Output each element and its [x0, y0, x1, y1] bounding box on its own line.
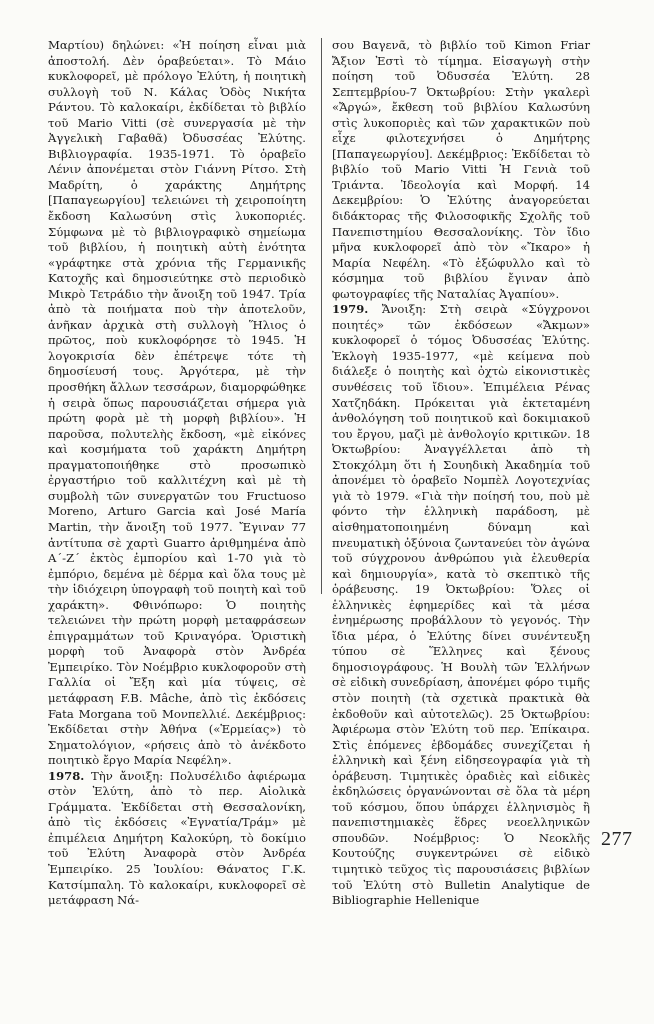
- paragraph-text: σου Βαγενᾶ, τὸ βιβλίο τοῦ Kimon Friar Ἄξιον Ἐστὶ τὸ τίμημα. Εἰσαγωγὴ στὴν ποίηση τοῦ Ὀδυσσέα Ἐλύτη. 28 Σεπτεμβρίου-7 Ὀκτωβρίου: Στὴν γκαλερὶ «Ἄργώ», ἔκθεση τοῦ βιβλίου Καλωσύνη στὶς λυκοποριὲς καὶ τῶν χαρακτικῶν ποὺ εἶχε φιλοτεχνήσει ὁ Δημήτρης [Παπαγεωργίου]. Δεκέμβριος: Ἐκδίδεται τὸ βιβλίο τοῦ Mario Vitti Ἡ Γενιὰ τοῦ Τριάντα. Ἰδεολογία καὶ Μορφή. 14 Δεκεμβρίου: Ὁ Ἐλύτης ἀναγορεύεται διδάκτορας τῆς Φιλοσοφικῆς Σχολῆς τοῦ Πανεπιστημίου Θεσσαλονίκης. Τὸν ἴδιο μῆνα κυκλοφορεῖ ἀπὸ τὸν «Ἴκαρο» ἡ Μαρία Νεφέλη. «Τὸ ἐξώφυλλο καὶ τὸ κόσμημα τοῦ βιβλίου ἔγιναν ἀπὸ φωτογραφίες τῆς Ναταλίας Ἀγαπίου».: [332, 38, 590, 301]
- right-column-text: [332, 38, 590, 302]
- year-heading: 1979.: [332, 302, 369, 317]
- entry-1978: [48, 769, 306, 909]
- column-divider: [321, 38, 322, 594]
- entry-text: Ἄνοιξη: Στὴ σειρὰ «Σύγχρονοι ποιητές» τῶν ἐκδόσεων «Ἄκμων» κυκλοφορεῖ ὁ τόμος Ὀδυσσέας Ἐλύτης. Ἐκλογὴ 1935-1977, «μὲ κείμενα ποὺ διάλεξε ὁ ποιητὴς καὶ ὀχτὼ εἰκονιστικὲς συνθέσεις τοῦ ἴδιου». Ἐπιμέλεια Ρένας Χατζηδάκη. Πρόκειται γιὰ ἐκτεταμένη ἀνθολόγηση τοῦ ποιητικοῦ καὶ δοκιμιακοῦ του ἔργου, μαζὶ μὲ ἀνθολογίο κριτικῶν. 18 Ὀκτωβρίου: Ἀναγγέλλεται ἀπὸ τὴ Στοκχόλμη ὅτι ἡ Σουηδικὴ Ἀκαδημία τοῦ ἀπονέμει τὸ ὁραβεῖο Νομπὲλ Λογοτεχνίας γιὰ τὸ 1979. «Γιὰ τὴν ποίησή του, ποὺ μὲ φόντο τὴν ἑλληνικὴ παράδοση, μὲ αἰσθηματοποιημένη δύναμη καὶ πνευματικὴ ὀξύνοια ζωντανεύει τὸν ἀγώνα τοῦ σύγχρονου ἀνθρώπου γιὰ ἐλευθερία καὶ δημιουργία», κατὰ τὸ σκεπτικὸ τῆς ὁράβευσης. 19 Ὀκτωβρίου: Ὅλες οἱ ἑλληνικὲς ἐφημερίδες καὶ τὰ μέσα ἐνημέρωσης προβάλλουν τὸ γεγονός. Τὴν ἴδια μέρα, ὁ Ἐλύτης δίνει συνέντευξη τύπου σὲ Ἕλληνες καὶ ξένους δημοσιογράφους. Ἡ Βουλὴ τῶν Ἑλλήνων σὲ εἰδικὴ συνεδρίαση, ἀπονέμει φόρο τιμῆς στὸν ποιητὴ (τὰ σχετικὰ πρακτικὰ θὰ ἐκδοθοῦν καὶ αὐτοτελῶς). 25 Ὀκτωβρίου: Ἀφιέρωμα στὸν Ἐλύτη τοῦ περ. Ἐπίκαιρα. Στὶς ἑπόμενες ἑβδομάδες συνεχίζεται ἡ ἑλληνικὴ καὶ ξένη εἰδησεογραφία γιὰ τὴ ὁράβευση. Τιμητικὲς ὁραδιὲς καὶ εἰδικὲς ἐκδηλώσεις ὀργανώνονται σὲ ὅλα τὰ μέρη τοῦ κόσμου, ὅπου ὑπάρχει ἑλληνισμὸς ἢ πανεπιστημιακὲς ἕδρες νεοελληνικῶν σπουδῶν. Νοέμβριος: Ὁ Νεοκλῆς Κουτούζης συγκεντρώνει σὲ εἰδικὸ τιμητικὸ τεῦχος τὶς παρουσιάσεις βιβλίων τοῦ Ἐλύτη στὸ Bulletin Analytique de Bibliographie Hellenique: [332, 302, 590, 908]
- entry-text: Τὴν ἄνοιξη: Πολυσέλιδο ἀφιέρωμα στὸν Ἐλύτη, ἀπὸ τὸ περ. Αἰολικὰ Γράμματα. Ἐκδίδεται στὴ Θεσσαλονίκη, ἀπὸ τὶς ἐκδόσεις «Ἐγνατία/Τράμ» μὲ ἐπιμέλεια Δημήτρη Καλοκύρη, τὸ δοκίμιο τοῦ Ἐλύτη Ἀναφορὰ στὸν Ἀνδρέα Ἐμπειρίκο. 25 Ἰουλίου: Θάνατος Γ.Κ. Κατσίμπαλη. Τὸ καλοκαίρι, κυκλοφορεῖ σὲ μετάφραση Νά-: [48, 768, 306, 908]
- paragraph-text: Μαρτίου) δηλώνει: «Ἡ ποίηση εἶναι μιὰ ἀποστολή. Δὲν ὁραβεύεται». Τὸ Μάιο κυκλοφορεῖ, μὲ πρόλογο Ἐλύτη, ἡ ποιητικὴ συλλογὴ τοῦ Ν. Κάλας Ὁδὸς Νικήτα Ράντου. Τὸ καλοκαίρι, ἐκδίδεται τὸ βιβλίο τοῦ Mario Vitti (σὲ συνεργασία μὲ τὴν Ἀγγελικὴ Γαβαθᾶ) Ὀδυσσέας Ἐλύτης. Βιβλιογραφία. 1935-1971. Τὸ ὁραβεῖο Λένιν ἀπονέμεται στὸν Γιάννη Ρίτσο. Στὴ Μαδρίτη, ὁ χαράκτης Δημήτρης [Παπαγεωργίου] τελειώνει τὴ χειροποίητη ἔκδοση Καλωσύνη στὶς λυκοποριές. Σύμφωνα μὲ τὸ βιβλιογραφικὸ σημείωμα τοῦ βιβλίου, ἡ ποιητικὴ αὐτὴ ἑνότητα «γράφτηκε στὰ χρόνια τῆς Γερμανικῆς Κατοχῆς καὶ δημοσιεύτηκε στὸ περιοδικὸ Μικρὸ Τετράδιο τὴν ἄνοιξη τοῦ 1947. Τρία ἀπὸ τὰ ποιήματα ποὺ τὴν ἀποτελοῦν, ἀνῆκαν ἀρχικὰ στὴ συλλογὴ Ἥλιος ὁ πρῶτος, ποὺ κυκλοφόρησε τὸ 1945. Ἡ λογοκρισία δὲν ἐπέτρεψε τότε τὴ δημοσίευσή τους. Ἀργότερα, μὲ τὴν προσθήκη ἄλλων τεσσάρων, διαμορφώθηκε ἡ σειρὰ ὅπως παρουσιάζεται σήμερα γιὰ πρώτη φορὰ μὲ τὴ μορφὴ βιβλίου». Ἡ παροῦσα, πολυτελὴς ἔκδοση, «μὲ εἰκόνες καὶ κοσμήματα τοῦ χαράκτη Δημήτρη πραγματοποιήθηκε στὸ προσωπικὸ ἐργαστήριο τοῦ καλλιτέχνη καὶ μὲ τὴ συμβολὴ τῶν συνεργατῶν του Fructuoso Moreno, Arturo Garcia καὶ José María Martin, τὴν ἄνοιξη τοῦ 1977. Ἔγιναν 77 ἀντίτυπα σὲ χαρτὶ Guarro ἀριθμημένα ἀπὸ Α΄-Ζ΄ ἐκτὸς ἐμπορίου καὶ 1-70 γιὰ τὸ ἐμπόριο, δεμένα μὲ δέρμα καὶ ὅλα τους μὲ τὴν ἰδιόχειρη ὑπογραφὴ τοῦ ποιητὴ καὶ τοῦ χαράκτη». Φθινόπωρο: Ὁ ποιητὴς τελειώνει τὴν πρώτη μορφὴ μεταφράσεων ἐπιγραμμάτων τοῦ Κριναγόρα. Ὁριστικὴ μορφὴ τοῦ Ἀναφορὰ στὸν Ἀνδρέα Ἐμπειρίκο. Τὸν Νοέμβριο κυκλοφοροῦν στὴ Γαλλία οἱ Ἔξη καὶ μία τύψεις, σὲ μετάφραση F.B. Mâche, ἀπὸ τὶς ἐκδόσεις Fata Morgana τοῦ Μονπελλιέ. Δεκέμβριος: Ἐκδίδεται στὴν Ἀθήνα («Ἑρμείας») τὸ Σηματολόγιον, «ρήσεις ἀπὸ τὸ ἀνέκδοτο ποιητικὸ ἔργο Μαρία Νεφέλη».: [48, 38, 306, 768]
- left-column-text: [48, 38, 306, 769]
- left-column: [48, 38, 306, 909]
- right-column: [332, 38, 590, 909]
- page-number: 277: [601, 828, 633, 850]
- year-heading: 1978.: [48, 768, 85, 783]
- entry-1979: [332, 302, 590, 908]
